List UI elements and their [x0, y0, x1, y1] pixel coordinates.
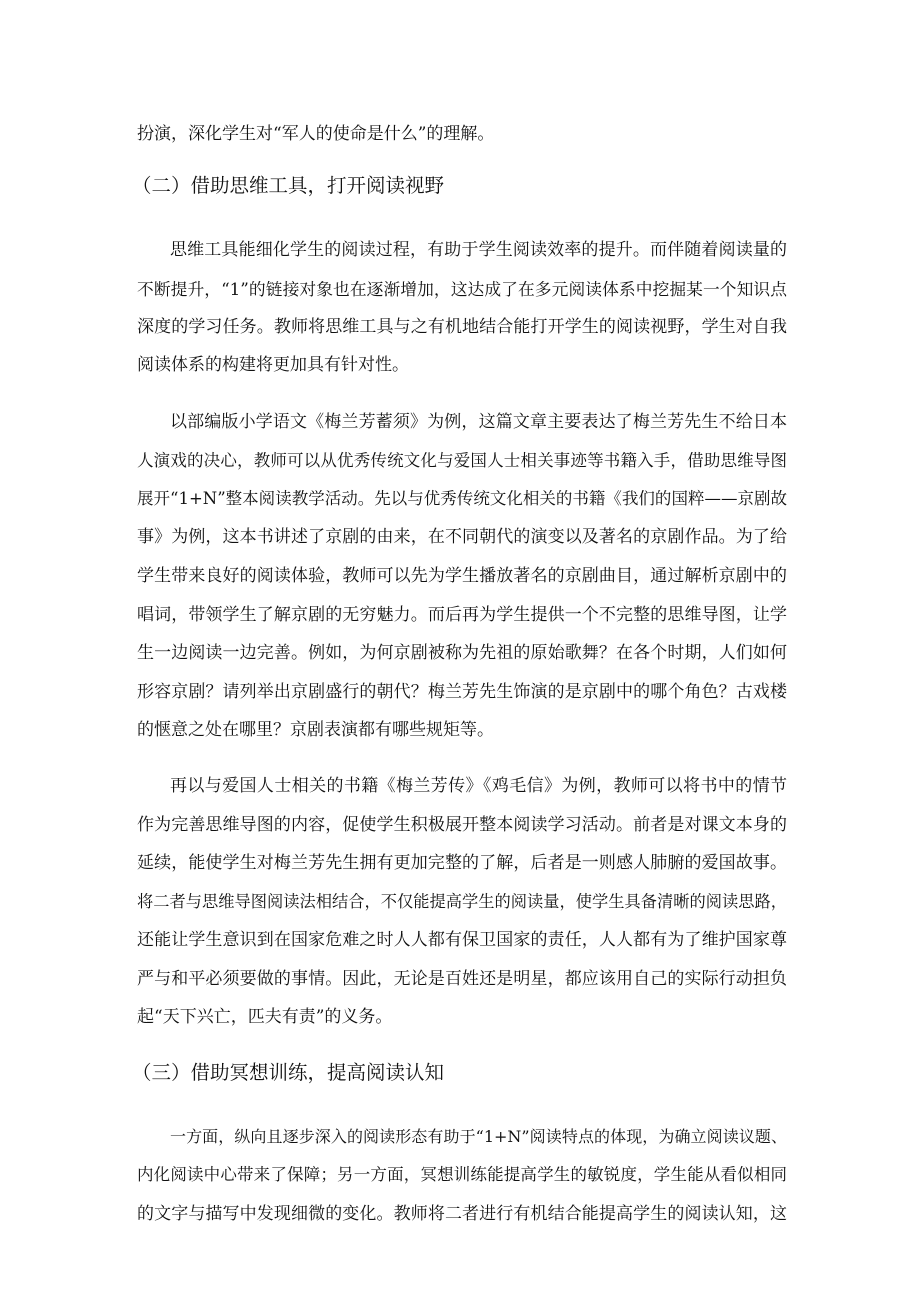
paragraph-line: 作为完善思维导图的内容，促使学生积极展开整本阅读学习活动。前者是对课文本身的 — [137, 815, 787, 835]
paragraph-line: 学生带来良好的阅读体验，教师可以先为学生播放著名的京剧曲目，通过解析京剧中的 — [137, 566, 787, 586]
section-heading: （二）借助思维工具，打开阅读视野 — [132, 174, 445, 197]
paragraph-line: 生一边阅读一边完善。例如，为何京剧被称为先祖的原始歌舞？在各个时期，人们如何 — [137, 643, 787, 663]
paragraph-line: 再以与爱国人士相关的书籍《梅兰芳传》《鸡毛信》为例，教师可以将书中的情节 — [170, 776, 787, 796]
paragraph-line: 起“天下兴亡，匹夫有责”的义务。 — [137, 1007, 393, 1027]
paragraph-line: 将二者与思维导图阅读法相结合，不仅能提高学生的阅读量，使学生具备清晰的阅读思路， — [137, 892, 787, 911]
paragraph-line: 延续，能使学生对梅兰芳先生拥有更加完整的了解，后者是一则感人肺腑的爱国故事。 — [137, 853, 787, 873]
paragraph-line: 一方面，纵向且逐步深入的阅读形态有助于“1+N”阅读特点的体现，为确立阅读议题、 — [170, 1127, 787, 1146]
paragraph-line: 以部编版小学语文《梅兰芳蓄须》为例，这篇文章主要表达了梅兰芳先生不给日本 — [170, 412, 787, 432]
paragraph-line: 严与和平必须要做的事情。因此，无论是百姓还是明星，都应该用自己的实际行动担负 — [137, 969, 787, 989]
paragraph-line: 事》为例，这本书讲述了京剧的由来，在不同朝代的演变以及著名的京剧作品。为了给 — [137, 527, 787, 547]
paragraph-line: 形容京剧？请列举出京剧盛行的朝代？梅兰芳先生饰演的是京剧中的哪个角色？古戏楼 — [137, 682, 787, 702]
paragraph-line: 的文字与描写中发现细微的变化。教师将二者进行有机结合能提高学生的阅读认知，这 — [137, 1204, 787, 1224]
paragraph-line: 人演戏的决心，教师可以从优秀传统文化与爱国人士相关事迹等书籍入手，借助思维导图 — [137, 451, 787, 470]
paragraph-line: 扮演，深化学生对“军人的使命是什么”的理解。 — [137, 124, 495, 144]
paragraph-line: 还能让学生意识到在国家危难之时人人都有保卫国家的责任，人人都有为了维护国家尊 — [137, 930, 787, 950]
paragraph-line: 内化阅读中心带来了保障；另一方面，冥想训练能提高学生的敏锐度，学生能从看似相同 — [137, 1165, 787, 1184]
paragraph-line: 唱词，带领学生了解京剧的无穷魅力。而后再为学生提供一个不完整的思维导图，让学 — [137, 605, 787, 625]
paragraph-line: 展开“1+N”整本阅读教学活动。先以与优秀传统文化相关的书籍《我们的国粹——京剧故 — [137, 489, 787, 508]
paragraph-line: 不断提升，“1”的链接对象也在逐渐增加，这达成了在多元阅读体系中挖掘某一个知识点 — [137, 279, 787, 299]
paragraph-line: 深度的学习任务。教师将思维工具与之有机地结合能打开学生的阅读视野，学生对自我 — [137, 317, 787, 337]
paragraph-line: 阅读体系的构建将更加具有针对性。 — [137, 355, 409, 375]
paragraph-line: 的惬意之处在哪里？京剧表演都有哪些规矩等。 — [137, 720, 494, 740]
paragraph-line: 思维工具能细化学生的阅读过程，有助于学生阅读效率的提升。而伴随着阅读量的 — [170, 240, 787, 260]
section-heading: （三）借助冥想训练，提高阅读认知 — [132, 1061, 445, 1084]
